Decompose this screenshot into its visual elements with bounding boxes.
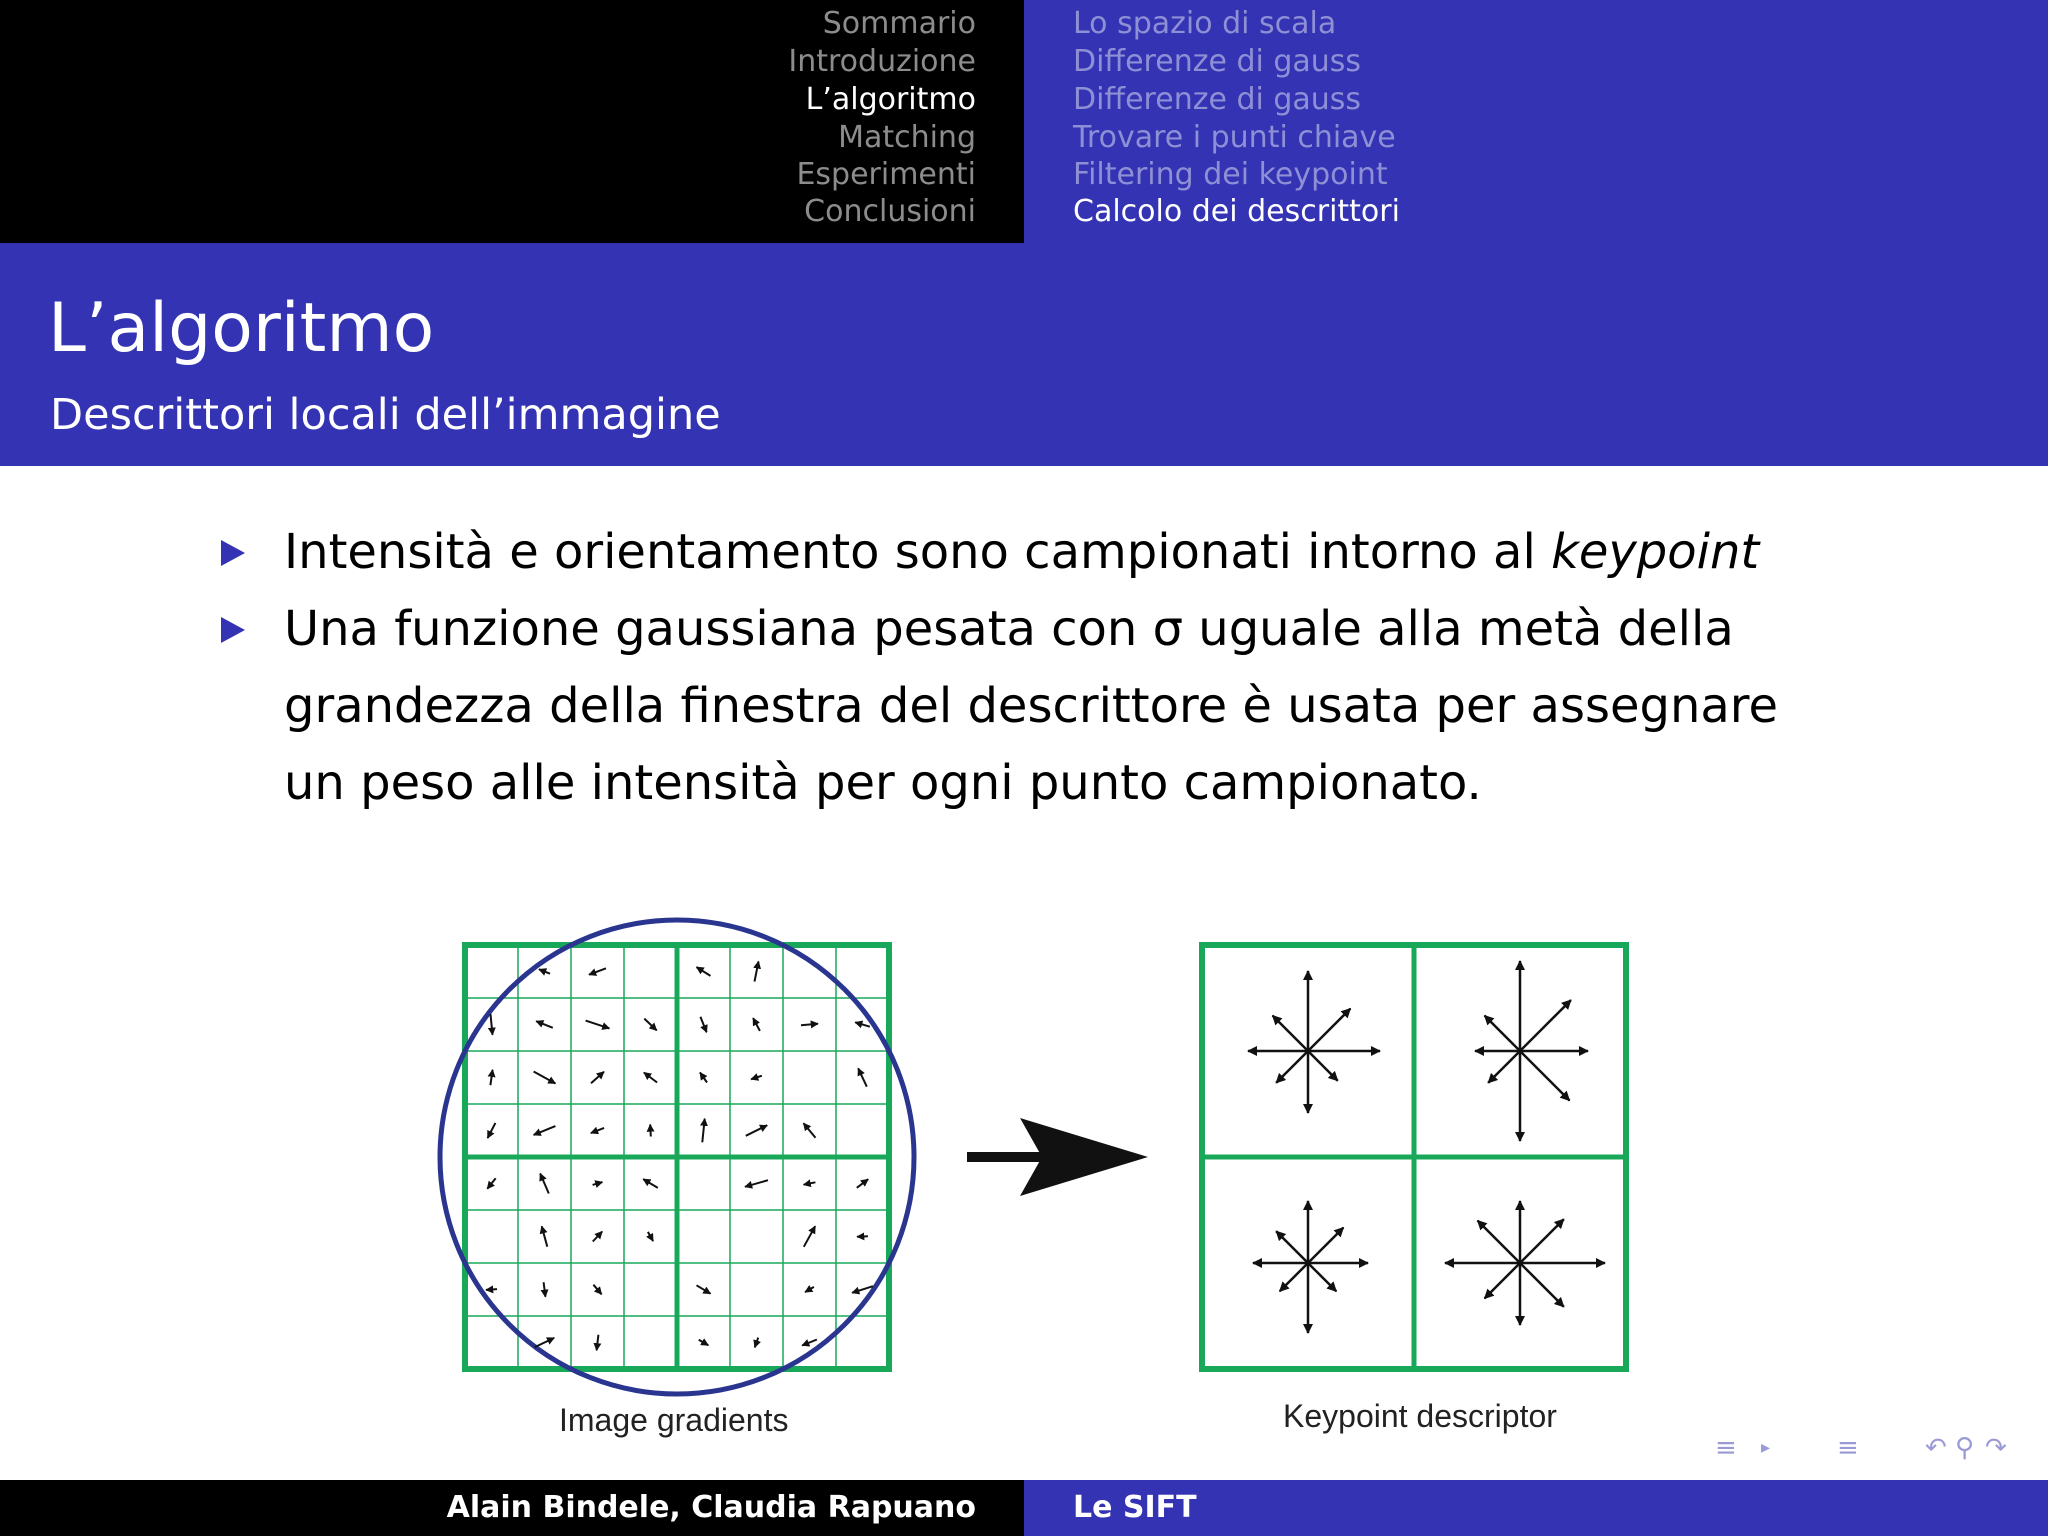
gradient-arrow xyxy=(858,1068,867,1086)
gradient-arrow xyxy=(542,1226,548,1246)
histogram-arrow xyxy=(1308,1228,1343,1263)
histogram-arrow xyxy=(1273,1016,1308,1051)
subsection-item-spazio-scala[interactable]: Lo spazio di scala xyxy=(1073,6,1337,41)
gradient-arrow xyxy=(648,1232,653,1241)
histogram-arrow xyxy=(1308,1051,1338,1081)
gradient-arrow xyxy=(650,1125,651,1137)
gradient-arrow xyxy=(491,1014,493,1035)
bullet-text: Una funzione gaussiana pesata con σ uguale alla metà della xyxy=(284,601,1734,657)
gradient-arrow xyxy=(534,1126,556,1135)
gradient-arrow xyxy=(755,1338,758,1348)
gradient-arrow xyxy=(490,1070,492,1085)
histogram-arrow xyxy=(1488,1051,1520,1083)
bullet-text: un peso alle intensità per ogni punto campionato. xyxy=(284,755,1482,811)
search-icon[interactable]: ⚲ xyxy=(1955,1433,1975,1463)
bullet-triangle-icon xyxy=(221,617,245,643)
bullet-continuation xyxy=(284,668,1778,745)
histogram-arrow xyxy=(1520,1263,1564,1307)
section-navigation xyxy=(0,0,1024,243)
gradient-arrow xyxy=(855,1022,870,1026)
histogram-arrow xyxy=(1478,1221,1520,1263)
section-nav-icon[interactable]: ≡ xyxy=(1837,1433,1859,1463)
gradient-arrow xyxy=(644,1073,657,1083)
footer-right xyxy=(1024,1480,2048,1536)
emphasis-text: keypoint xyxy=(1551,524,1760,580)
bullet-text: grandezza della finestra del descrittore è usata per assegnare xyxy=(284,678,1778,734)
orientation-histogram xyxy=(1248,971,1380,1113)
gradient-arrow xyxy=(534,1072,556,1084)
subsection-item-punti-chiave[interactable]: Trovare i punti chiave xyxy=(1073,120,1396,155)
gradient-arrow xyxy=(539,969,550,973)
histogram-arrow xyxy=(1485,1016,1520,1051)
gradient-arrow xyxy=(540,1174,549,1194)
gradient-arrow xyxy=(593,1182,603,1185)
gradient-arrow xyxy=(700,1017,706,1033)
subsection-item-descrittori[interactable]: Calcolo dei descrittori xyxy=(1073,194,1400,229)
gradient-arrow xyxy=(702,1119,704,1143)
figure-drawing xyxy=(420,900,1700,1420)
gradient-arrow xyxy=(536,1021,553,1028)
subsection-navigation xyxy=(1024,0,2048,243)
section-item-introduzione[interactable]: Introduzione xyxy=(788,44,976,79)
orientation-histograms xyxy=(1248,961,1605,1333)
gradient-arrow xyxy=(804,1182,816,1184)
footer-authors: Alain Bindele, Claudia Rapuano xyxy=(446,1490,976,1525)
frame-subtitle: Descrittori locali dell’immagine xyxy=(50,390,721,440)
histogram-arrow xyxy=(1520,1051,1570,1101)
bullet-item xyxy=(284,514,1759,591)
gradient-arrow xyxy=(746,1125,767,1136)
gradient-arrow xyxy=(586,1021,610,1029)
histogram-arrow xyxy=(1520,1000,1571,1051)
gradient-arrow xyxy=(804,1226,815,1247)
next-arrow-icon[interactable]: ▸ xyxy=(1761,1437,1771,1458)
navigation-symbols xyxy=(1715,1428,2035,1468)
histogram-arrow xyxy=(1520,1219,1564,1263)
gradient-arrow xyxy=(593,1232,602,1242)
transform-arrow-icon xyxy=(967,1118,1148,1196)
gradient-arrow xyxy=(597,1335,599,1351)
keypoint-descriptor-caption: Keypoint descriptor xyxy=(1283,1398,1557,1434)
histogram-arrow xyxy=(1485,1263,1520,1298)
gradient-arrow xyxy=(644,1019,656,1031)
frame-title-bar xyxy=(0,243,2048,466)
subsection-item-filtering[interactable]: Filtering dei keypoint xyxy=(1073,157,1388,192)
gradient-arrow xyxy=(804,1123,816,1138)
bullet-continuation xyxy=(284,745,1482,822)
histogram-arrow xyxy=(1308,1263,1336,1291)
bullet-text: Intensità e orientamento sono campionati intorno al xyxy=(284,524,1552,580)
section-item-esperimenti[interactable]: Esperimenti xyxy=(796,157,976,192)
gradient-arrow xyxy=(487,1178,495,1188)
back-icon[interactable]: ↶ xyxy=(1925,1433,1947,1463)
gradient-arrow xyxy=(544,1282,546,1297)
section-item-matching[interactable]: Matching xyxy=(838,120,976,155)
histogram-arrow xyxy=(1276,1051,1308,1083)
gradient-arrow xyxy=(697,1285,711,1293)
gradient-arrow xyxy=(805,1287,814,1292)
footer xyxy=(0,1480,2048,1536)
gradient-arrow xyxy=(591,1128,604,1133)
gradient-arrow xyxy=(700,1073,707,1083)
bullet-item xyxy=(284,591,1734,668)
gradient-arrow xyxy=(753,1018,760,1031)
gradient-arrow xyxy=(643,1179,658,1188)
gradient-arrow xyxy=(535,1338,554,1347)
subsection-item-differenze-2[interactable]: Differenze di gauss xyxy=(1073,82,1362,117)
gradient-arrow xyxy=(801,1024,818,1026)
orientation-histogram xyxy=(1253,1201,1368,1333)
section-item-algoritmo[interactable]: L’algoritmo xyxy=(805,82,976,117)
orientation-histogram xyxy=(1445,1201,1605,1325)
subsection-nav-icon[interactable]: ≡ xyxy=(1715,1433,1737,1463)
gradient-arrow xyxy=(591,1072,604,1084)
section-item-sommario[interactable]: Sommario xyxy=(822,6,976,41)
frame-title: L’algoritmo xyxy=(48,289,435,368)
sift-descriptor-figure xyxy=(420,900,1700,1460)
gradient-arrow xyxy=(802,1340,817,1346)
gradient-arrow xyxy=(589,968,606,974)
forward-icon[interactable]: ↷ xyxy=(1985,1433,2007,1463)
gradient-arrow xyxy=(857,1179,868,1188)
footer-short-title: Le SIFT xyxy=(1073,1490,1197,1525)
top-navigation xyxy=(0,0,2048,243)
gradient-arrow xyxy=(488,1123,496,1138)
gradient-arrow xyxy=(486,1289,497,1290)
gradient-arrow xyxy=(751,1076,762,1080)
image-gradients-caption: Image gradients xyxy=(559,1402,789,1438)
histogram-arrow xyxy=(1280,1263,1308,1291)
gradient-arrow xyxy=(745,1180,768,1187)
bullet-triangle-icon xyxy=(221,540,245,566)
subsection-item-differenze-1[interactable]: Differenze di gauss xyxy=(1073,44,1362,79)
footer-left xyxy=(0,1480,1024,1536)
gradient-arrow xyxy=(699,1340,709,1346)
gradient-arrow xyxy=(755,961,759,981)
image-gradients-grid xyxy=(465,945,889,1369)
section-item-conclusioni[interactable]: Conclusioni xyxy=(804,194,976,229)
gradient-arrow xyxy=(593,1285,601,1295)
orientation-histogram xyxy=(1475,961,1588,1141)
gradient-arrow xyxy=(697,967,711,976)
histogram-arrow xyxy=(1276,1231,1308,1263)
histogram-arrow xyxy=(1308,1009,1350,1051)
